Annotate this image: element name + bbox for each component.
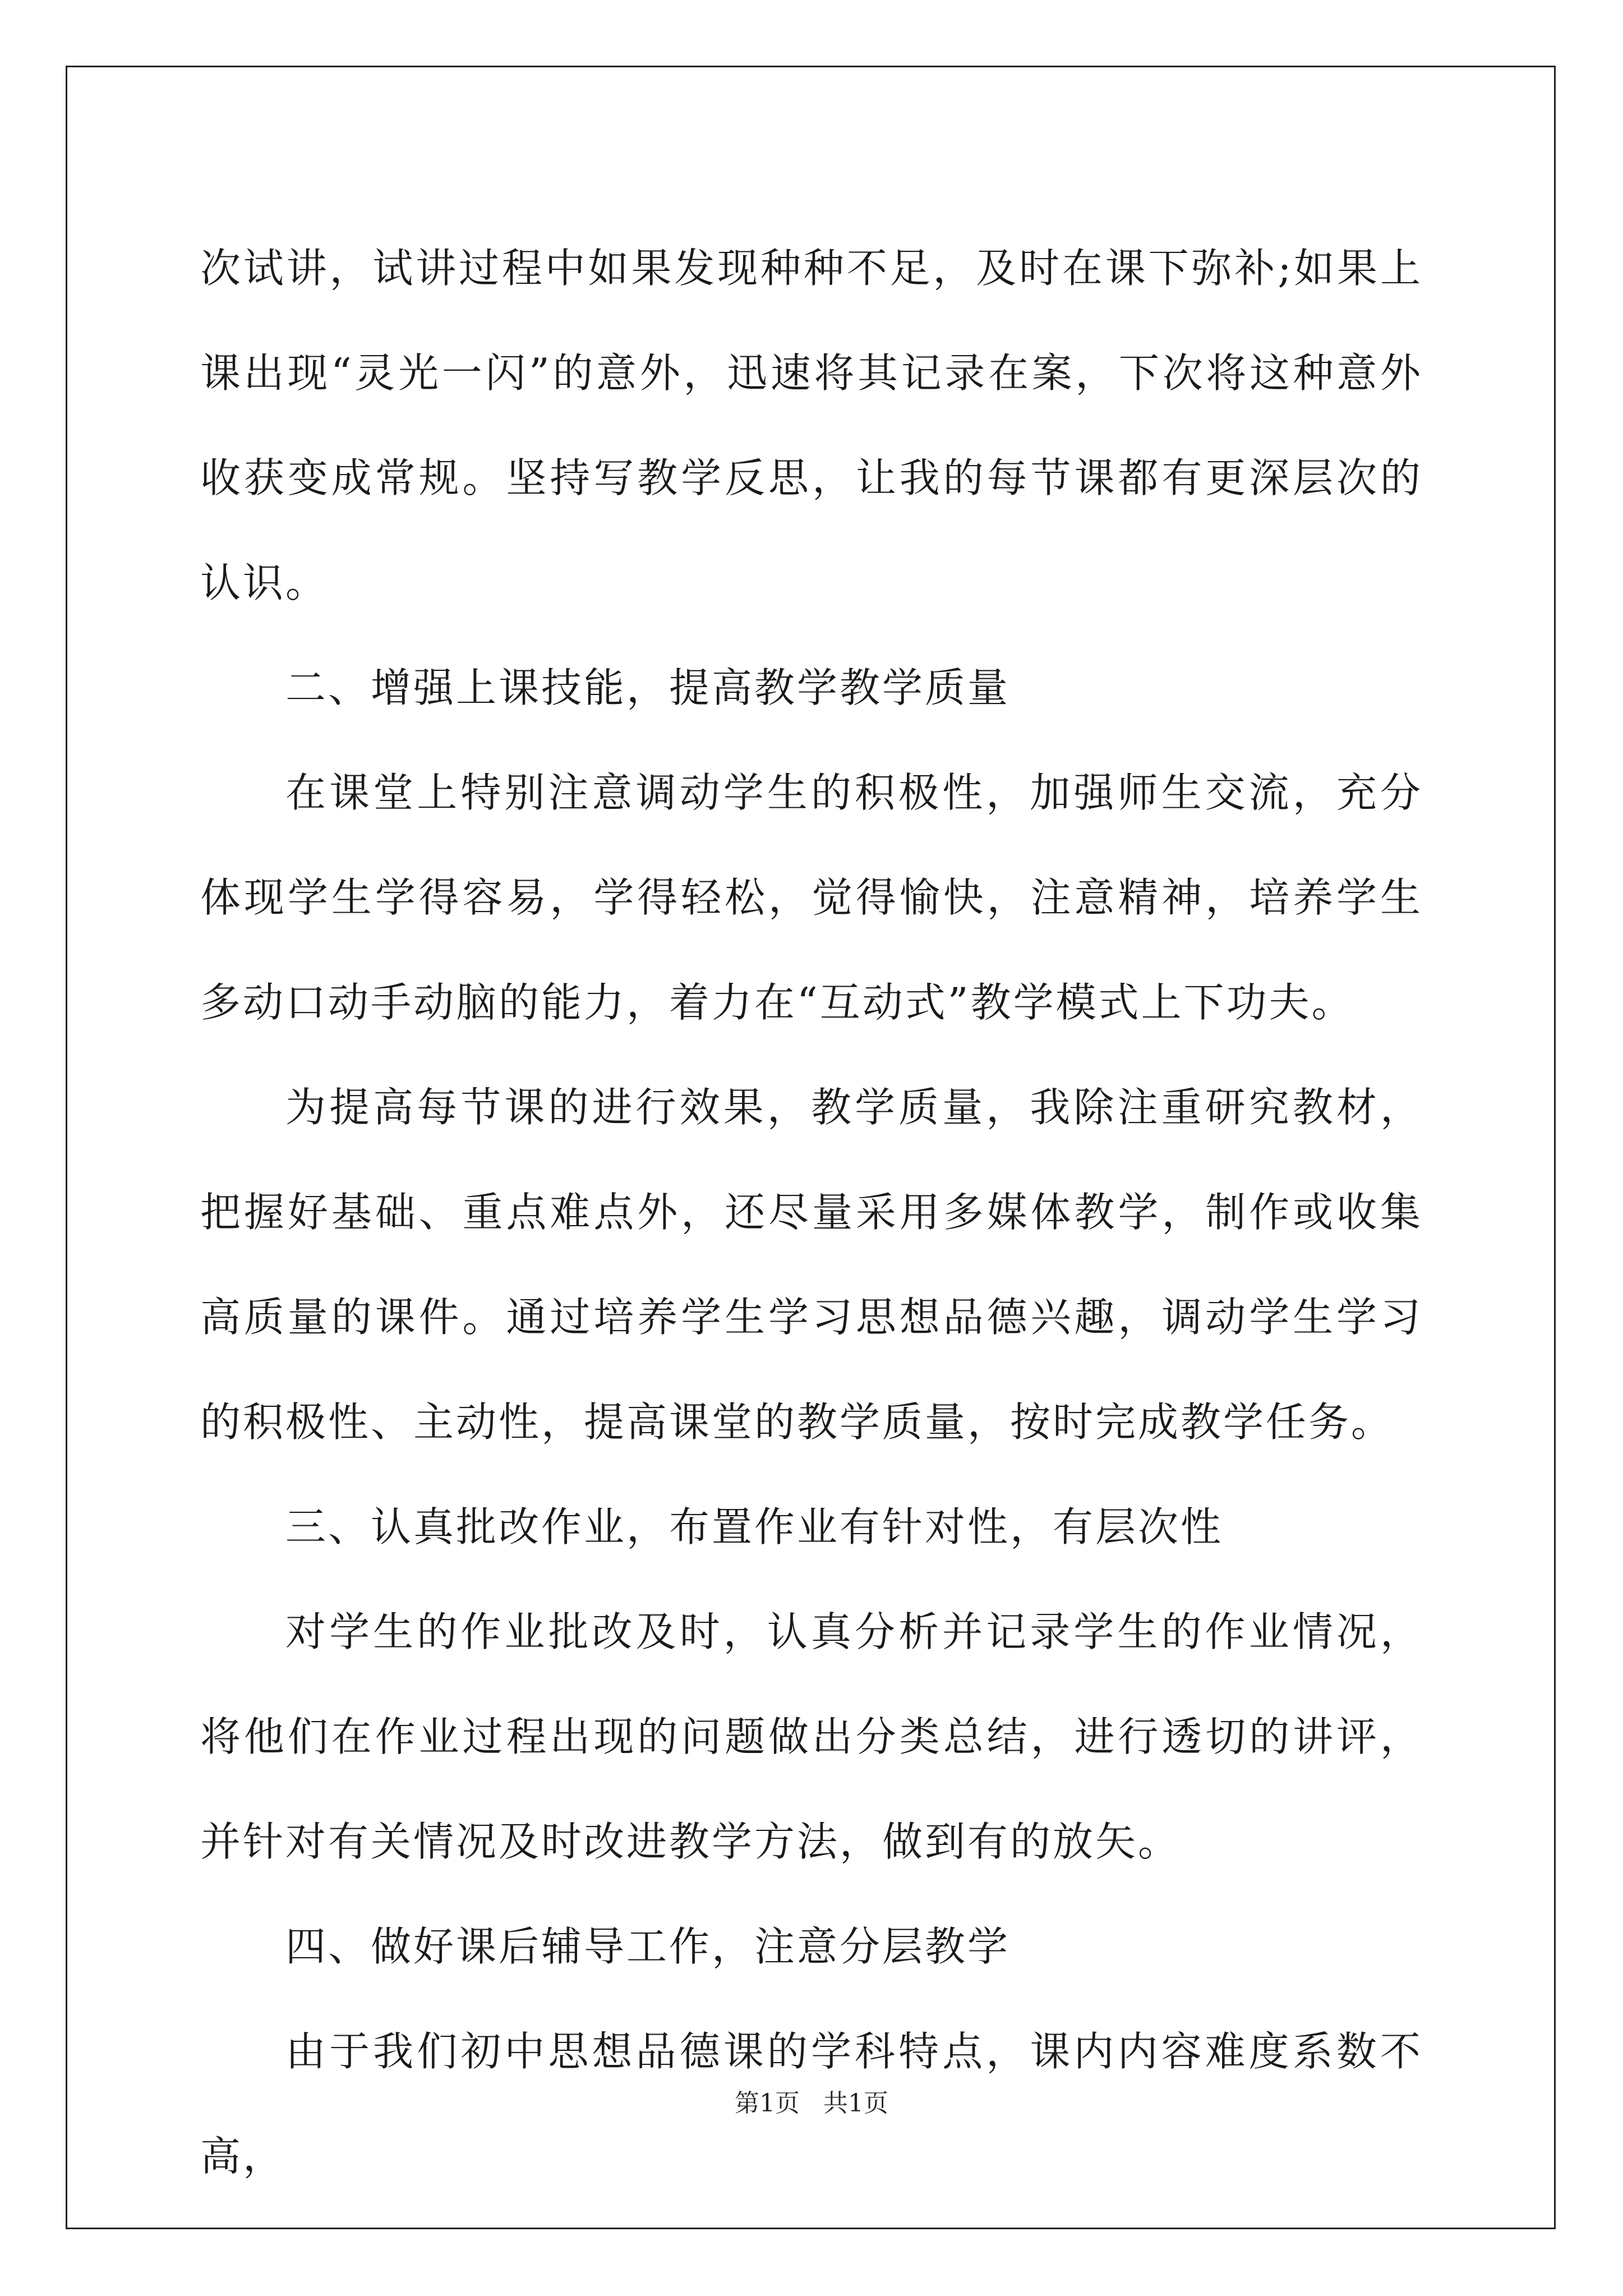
- page-total: 共1页: [823, 2089, 888, 2118]
- section-heading: 四、做好课后辅导工作，注意分层教学: [285, 1923, 1011, 1970]
- page-footer: [0, 2087, 1623, 2120]
- paragraph: 由于我们初中思想品德课的学科特点，课内内容难度系数不高，: [200, 2028, 1423, 2180]
- document-body: [200, 216, 1423, 2209]
- paragraph: 在课堂上特别注意调动学生的积极性，加强师生交流，充分体现学生学得容易，学得轻松，觉得愉快，注意精神，培养学生多动口动手动脑的能力，着力在“互动式”教学模式上下功夫。: [200, 769, 1423, 1026]
- section-heading: 三、认真批改作业，布置作业有针对性，有层次性: [285, 1503, 1224, 1550]
- section-heading: 二、增强上课技能，提高教学教学质量: [285, 664, 1011, 711]
- paragraph: 对学生的作业批改及时，认真分析并记录学生的作业情况，将他们在作业过程出现的问题做出分类总结，进行透切的讲评，并针对有关情况及时改进教学方法，做到有的放矢。: [200, 1608, 1423, 1865]
- paragraph: 为提高每节课的进行效果，教学质量，我除注重研究教材，把握好基础、重点难点外，还尽量采用多媒体教学，制作或收集高质量的课件。通过培养学生学习思想品德兴趣，调动学生学习的积极性、主动性，提高课堂的教学质量，按时完成教学任务。: [200, 1084, 1423, 1446]
- page-number: 第1页: [735, 2089, 800, 2118]
- paragraph: 次试讲，试讲过程中如果发现种种不足，及时在课下弥补;如果上课出现“灵光一闪”的意外，迅速将其记录在案，下次将这种意外收获变成常规。坚持写教学反思，让我的每节课都有更深层次的认识。: [200, 245, 1423, 606]
